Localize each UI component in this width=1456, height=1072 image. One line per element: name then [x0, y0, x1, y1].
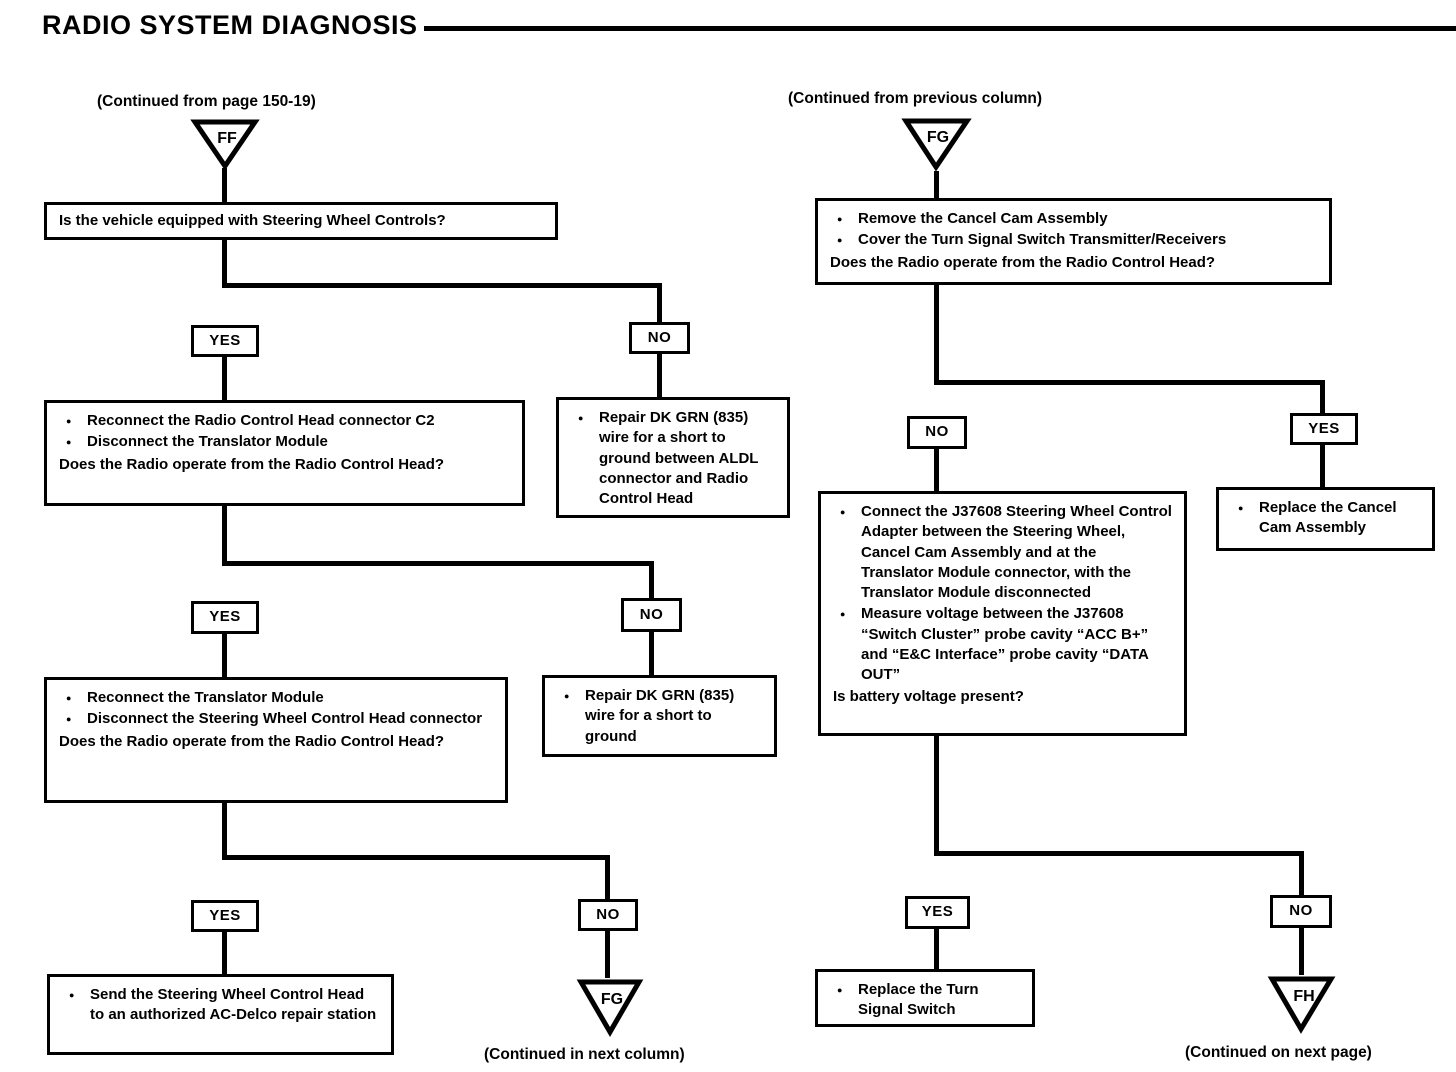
decision-no-3: NO [578, 899, 638, 931]
caption-continued-in-next-column: (Continued in next column) [484, 1046, 685, 1063]
connector-line [222, 506, 227, 565]
connector-line [934, 380, 1325, 385]
bullet-item: ● Cover the Turn Signal Switch Transmitter/Receivers [830, 230, 1317, 250]
connector-line [649, 566, 654, 599]
connector-line [222, 634, 227, 677]
bullet-item: ● Send the Steering Wheel Control Head to an authorized AC-Delco repair station [62, 985, 379, 1026]
connector-line [934, 929, 939, 969]
connector-line [934, 171, 939, 199]
connector-line [605, 860, 610, 899]
caption-continued-from-previous-column: (Continued from previous column) [788, 90, 1043, 107]
connector-label: FG [600, 991, 624, 1008]
connector-triangle-fh-out [1268, 975, 1335, 1033]
connector-line [222, 357, 227, 400]
decision-no-2: NO [621, 598, 682, 632]
bullet-item: ● Connect the J37608 Steering Wheel Control Adapter between the Steering Wheel, Cancel Cam Assembly and at the Translator Module connector, with the Translator Module disconnected [833, 502, 1172, 603]
connector-line [1299, 928, 1304, 975]
action-box-reconnect-translator-module [44, 677, 508, 803]
bullet-item: ● Reconnect the Translator Module [59, 688, 493, 708]
bullet-item: ● Disconnect the Steering Wheel Control Head connector [59, 709, 493, 729]
action-box-replace-turn-signal-switch [815, 969, 1035, 1027]
connector-line [1320, 385, 1325, 416]
connector-line [657, 354, 662, 397]
action-box-repair-dk-grn-ground [542, 675, 777, 757]
connector-line [934, 851, 1304, 856]
question-text: Is battery voltage present? [833, 688, 1024, 706]
decision-yes-5: YES [905, 896, 970, 929]
action-box-repair-dk-grn-aldl [556, 397, 790, 518]
connector-line [222, 168, 227, 204]
action-box-send-control-head-ac-delco [47, 974, 394, 1055]
connector-line [649, 632, 654, 675]
connector-label: FG [926, 129, 950, 146]
bullet-item: ● Reconnect the Radio Control Head connector C2 [59, 411, 510, 431]
connector-line [1299, 856, 1304, 896]
page-title: RADIO SYSTEM DIAGNOSIS [42, 10, 418, 40]
connector-line [222, 803, 227, 859]
connector-line [934, 449, 939, 491]
decision-yes-3: YES [191, 900, 259, 932]
bullet-item: ● Replace the Cancel Cam Assembly [1231, 498, 1420, 539]
question-box-remove-cancel-cam [815, 198, 1332, 285]
caption-continued-from-page: (Continued from page 150-19) [97, 93, 316, 110]
bullet-item: ● Repair DK GRN (835) wire for a short to ground between ALDL connector and Radio Control Head [571, 408, 775, 509]
question-text: Is the vehicle equipped with Steering Wheel Controls? [59, 211, 446, 229]
connector-line [1320, 445, 1325, 487]
connector-line [222, 283, 662, 288]
connector-label: FH [1293, 988, 1315, 1005]
connector-triangle-fg-in [902, 117, 971, 171]
connector-line [657, 288, 662, 324]
connector-line [934, 736, 939, 855]
bullet-item: ● Disconnect the Translator Module [59, 432, 510, 452]
decision-no-5: NO [1270, 895, 1332, 928]
connector-line [222, 932, 227, 974]
connector-line [605, 931, 610, 978]
caption-continued-on-next-page: (Continued on next page) [1185, 1044, 1372, 1061]
connector-line [222, 561, 654, 566]
bullet-item: ● Replace the Turn Signal Switch [830, 980, 1020, 1021]
question-text: Does the Radio operate from the Radio Control Head? [830, 253, 1216, 271]
bullet-item: ● Measure voltage between the J37608 “Switch Cluster” probe cavity “ACC B+” and “E&C Interface” probe cavity “DATA OUT” [833, 604, 1172, 685]
bullet-item: ● Remove the Cancel Cam Assembly [830, 209, 1317, 229]
decision-yes-1: YES [191, 325, 259, 357]
action-box-j37608-adapter-measure-voltage [818, 491, 1187, 736]
action-box-reconnect-radio-control-head [44, 400, 525, 506]
connector-line [222, 855, 610, 860]
connector-label: FF [217, 130, 237, 147]
connector-triangle-fg-out [577, 978, 643, 1036]
decision-no-1: NO [629, 322, 690, 354]
action-box-replace-cancel-cam [1216, 487, 1435, 551]
title-rule [424, 26, 1456, 31]
question-text: Does the Radio operate from the Radio Control Head? [59, 732, 445, 750]
connector-triangle-ff-in [191, 118, 259, 170]
question-text: Does the Radio operate from the Radio Control Head? [59, 455, 445, 473]
bullet-item: ● Repair DK GRN (835) wire for a short to ground [557, 686, 762, 747]
connector-line [934, 285, 939, 384]
decision-no-4: NO [907, 416, 967, 449]
decision-yes-4: YES [1290, 413, 1358, 445]
connector-line [222, 240, 227, 287]
decision-yes-2: YES [191, 601, 259, 634]
question-box-steering-wheel-controls [44, 202, 558, 240]
